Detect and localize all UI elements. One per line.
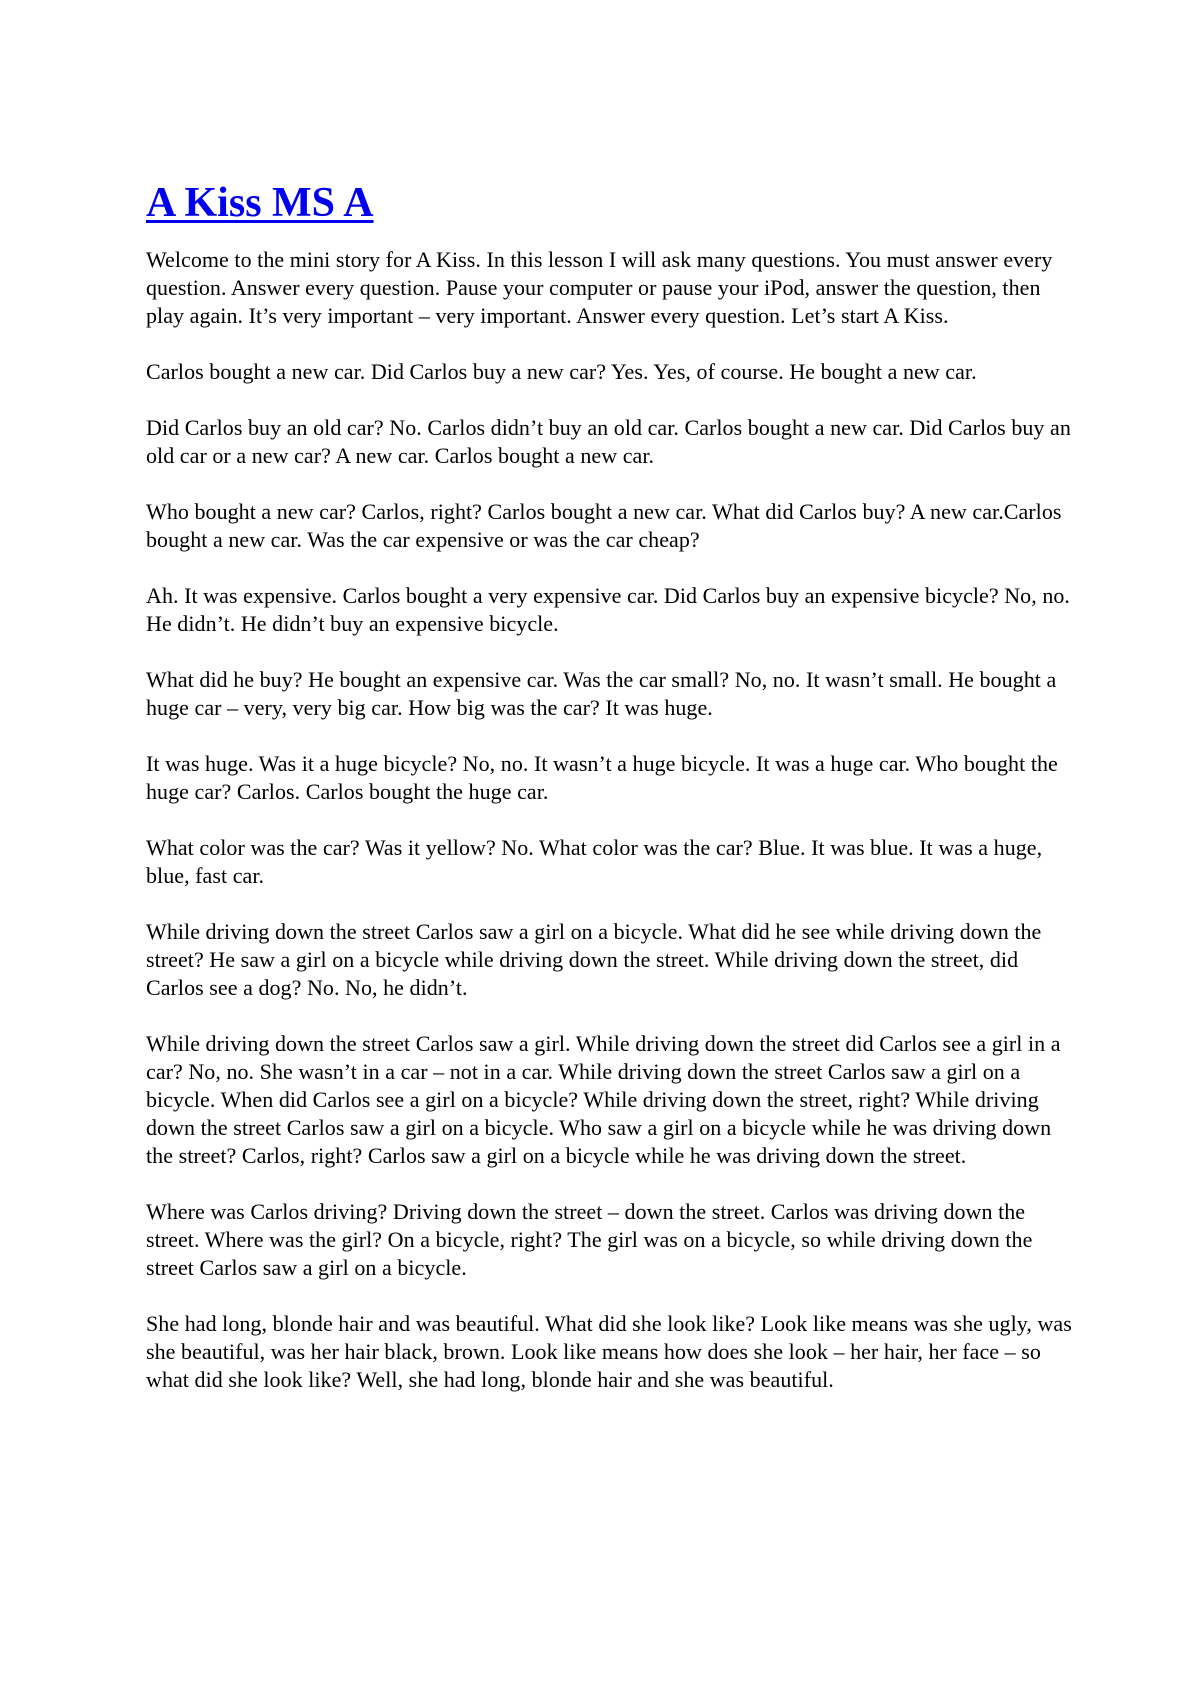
paragraph-huge-bicycle: It was huge. Was it a huge bicycle? No, no. It wasn’t a huge bicycle. It was a huge car. Who bought the huge car? Carlos. Carlos bought the huge car. [146, 751, 1058, 804]
paragraph-car-color: What color was the car? Was it yellow? No. What color was the car? Blue. It was blue. It was a huge, blue, fast car. [146, 835, 1043, 888]
page-title [146, 178, 1076, 228]
paragraph-look-like: She had long, blonde hair and was beautiful. What did she look like? Look like means was she ugly, was she beautiful, was her hair black, brown. Look like means how does she look – her hair, her face – so what did she look like? Well, she had long, blonde hair and she was beautiful. [146, 1311, 1072, 1392]
paragraph-saw-girl: While driving down the street Carlos saw a girl on a bicycle. What did he see while driving down the street? He saw a girl on a bicycle while driving down the street. While driving down the street, did Carlos see a dog? No. No, he didn’t. [146, 919, 1042, 1000]
paragraph-who-bought: Who bought a new car? Carlos, right? Carlos bought a new car. What did Carlos buy? A new car.Carlos bought a new car. Was the car expensive or was the car cheap? [146, 499, 1062, 552]
document-page [146, 178, 1076, 1422]
paragraph-where-driving: Where was Carlos driving? Driving down the street – down the street. Carlos was driving down the street. Where was the girl? On a bicycle, right? The girl was on a bicycle, so while driving down the street Carlos saw a girl on a bicycle. [146, 1199, 1033, 1280]
title-link[interactable]: A Kiss MS A [146, 180, 374, 226]
paragraph-huge-car: What did he buy? He bought an expensive car. Was the car small? No, no. It wasn’t small. He bought a huge car – very, very big car. How big was the car? It was huge. [146, 667, 1057, 720]
paragraph-intro: Welcome to the mini story for A Kiss. In this lesson I will ask many questions. You must answer every question. Answer every question. Pause your computer or pause your iPod, answer the question, then play again. It’s very important – very important. Answer every question. Let’s start A Kiss. [146, 247, 1053, 328]
paragraph-expensive: Ah. It was expensive. Carlos bought a very expensive car. Did Carlos buy an expensive bicycle? No, no. He didn’t. He didn’t buy an expensive bicycle. [146, 583, 1070, 636]
paragraph-old-car: Did Carlos buy an old car? No. Carlos didn’t buy an old car. Carlos bought a new car. Did Carlos buy an old car or a new car? A new car. Carlos bought a new car. [146, 415, 1071, 468]
paragraph-girl-on-bicycle: While driving down the street Carlos saw a girl. While driving down the street did Carlos see a girl in a car? No, no. She wasn’t in a car – not in a car. While driving down the street Carlos saw a girl on a bicycle. When did Carlos see a girl on a bicycle? While driving down the street, right? While driving down the street Carlos saw a girl on a bicycle. Who saw a girl on a bicycle while he was driving down the street? Carlos, right? Carlos saw a girl on a bicycle while he was driving down the street. [146, 1031, 1061, 1168]
paragraph-new-car: Carlos bought a new car. Did Carlos buy a new car? Yes. Yes, of course. He bought a new car. [146, 359, 977, 384]
